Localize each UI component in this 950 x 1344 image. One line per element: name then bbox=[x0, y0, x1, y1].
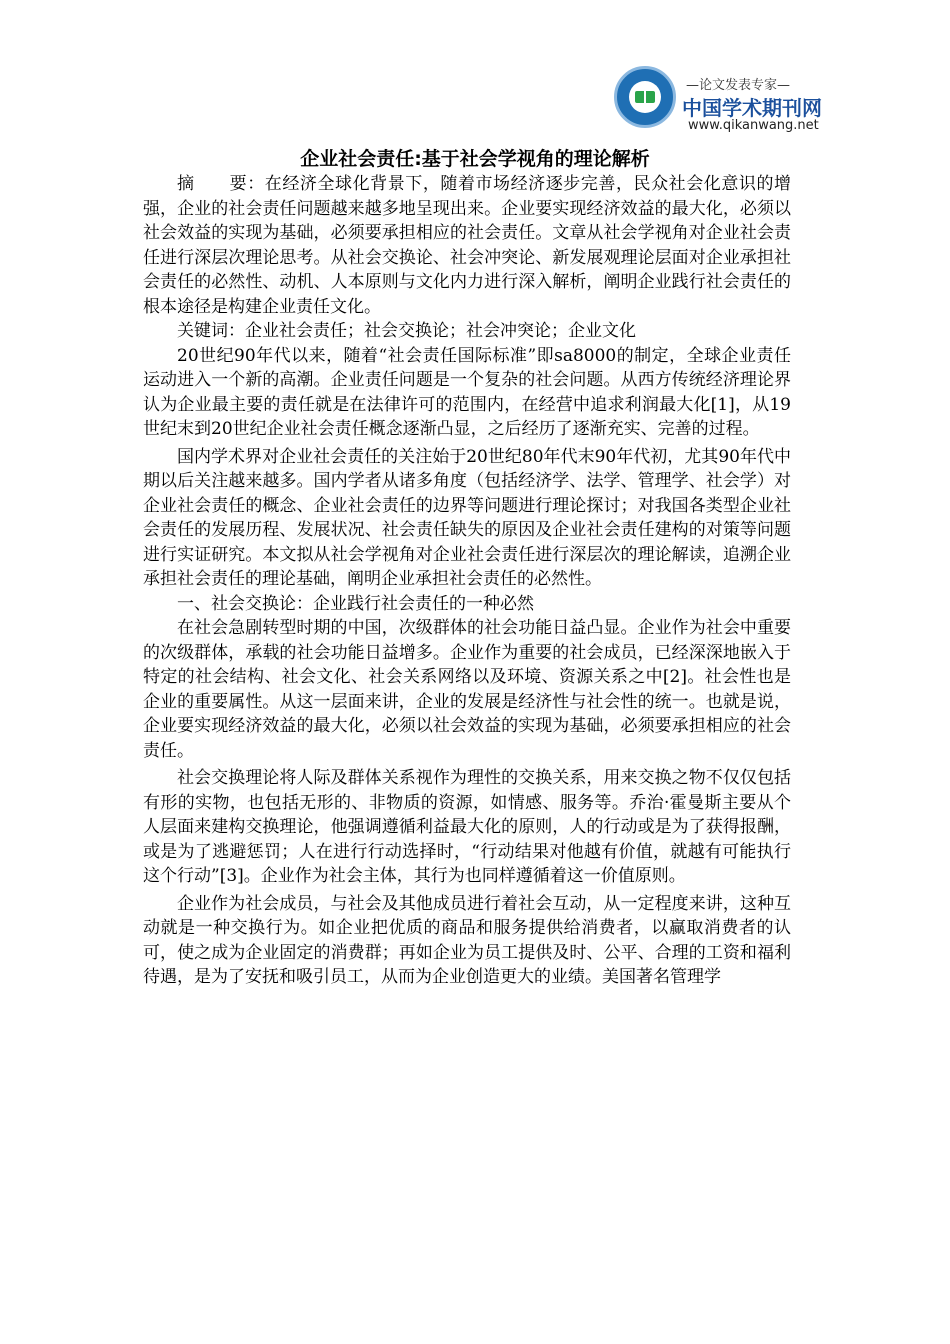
journal-logo bbox=[614, 66, 822, 146]
body-paragraph: 20世纪90年代以来，随着“社会责任国际标准”即sa8000的制定，全球企业责任运动进入一个新的高潮。企业责任问题是一个复杂的社会问题。从西方传统经济理论界认为企业最主要的责任就是在法律许可的范围内，在经营中追求利润最大化[1]，从19世纪末到20世纪企业社会责任概念逐渐凸显，之后经历了逐渐充实、完善的过程。 bbox=[143, 345, 791, 439]
body-paragraph: 国内学术界对企业社会责任的关注始于20世纪80年代末90年代初，尤其90年代中期以后关注越来越多。国内学者从诸多角度（包括经济学、法学、管理学、社会学）对企业社会责任的概念、企业社会责任的边界等问题进行理论探讨；对我国各类型企业社会责任的发展历程、发展状况、社会责任缺失的原因及企业社会责任建构的对策等问题进行实证研究。本文拟从社会学视角对企业社会责任进行深层次的理论解读，追溯企业承担社会责任的理论基础，阐明企业承担社会责任的必然性。 bbox=[143, 446, 791, 589]
logo-emblem-icon bbox=[614, 66, 676, 128]
logo-url: www.qikanwang.net bbox=[688, 118, 819, 133]
book-icon bbox=[635, 91, 655, 103]
logo-name: 中国学术期刊网 bbox=[682, 96, 822, 120]
body-paragraph: 企业作为社会成员，与社会及其他成员进行着社会互动，从一定程度来讲，这种互动就是一种交换行为。如企业把优质的商品和服务提供给消费者，以赢取消费者的认可，使之成为企业固定的消费群；再如企业为员工提供及时、公平、合理的工资和福利待遇，是为了安抚和吸引员工，从而为企业创造更大的业绩。美国著名管理学 bbox=[143, 893, 791, 987]
article-body bbox=[143, 172, 791, 990]
body-paragraph: 社会交换理论将人际及群体关系视作为理性的交换关系，用来交换之物不仅仅包括有形的实物，也包括无形的、非物质的资源，如情感、服务等。乔治·霍曼斯主要从个人层面来建构交换理论，他强调遵循利益最大化的原则，人的行动或是为了获得报酬，或是为了逃避惩罚；人在进行行动选择时，“行动结果对他越有价值，就越有可能执行这个行动”[3]。企业作为社会主体，其行为也同样遵循着这一价值原则。 bbox=[143, 768, 791, 886]
section-heading: 一、社会交换论：企业践行社会责任的一种必然 bbox=[177, 593, 534, 614]
abstract-paragraph: 摘 要：在经济全球化背景下，随着市场经济逐步完善，民众社会化意识的增强，企业的社会责任问题越来越多地呈现出来。企业要实现经济效益的最大化，必须以社会效益的实现为基础，必须要承担相应的社会责任。文章从社会学视角对企业社会责任进行深层次理论思考。从社会交换论、社会冲突论、新发展观理论层面对企业承担社会责任的必然性、动机、人本原则与文化内力进行深入解析，阐明企业践行社会责任的根本途径是构建企业责任文化。 bbox=[143, 174, 791, 317]
article-title: 企业社会责任:基于社会学视角的理论解析 bbox=[300, 148, 650, 170]
keywords-line: 关键词：企业社会责任；社会交换论；社会冲突论；企业文化 bbox=[177, 321, 636, 341]
logo-tagline: —论文发表专家— bbox=[686, 78, 791, 93]
body-paragraph: 在社会急剧转型时期的中国，次级群体的社会功能日益凸显。企业作为社会中重要的次级群体，承载的社会功能日益增多。企业作为重要的社会成员，已经深深地嵌入于特定的社会结构、社会文化、社会关系网络以及环境、资源关系之中[2]。社会性也是企业的重要属性。从这一层面来讲，企业的发展是经济性与社会性的统一。也就是说，企业要实现经济效益的最大化，必须以社会效益的实现为基础，必须要承担相应的社会责任。 bbox=[143, 618, 791, 761]
